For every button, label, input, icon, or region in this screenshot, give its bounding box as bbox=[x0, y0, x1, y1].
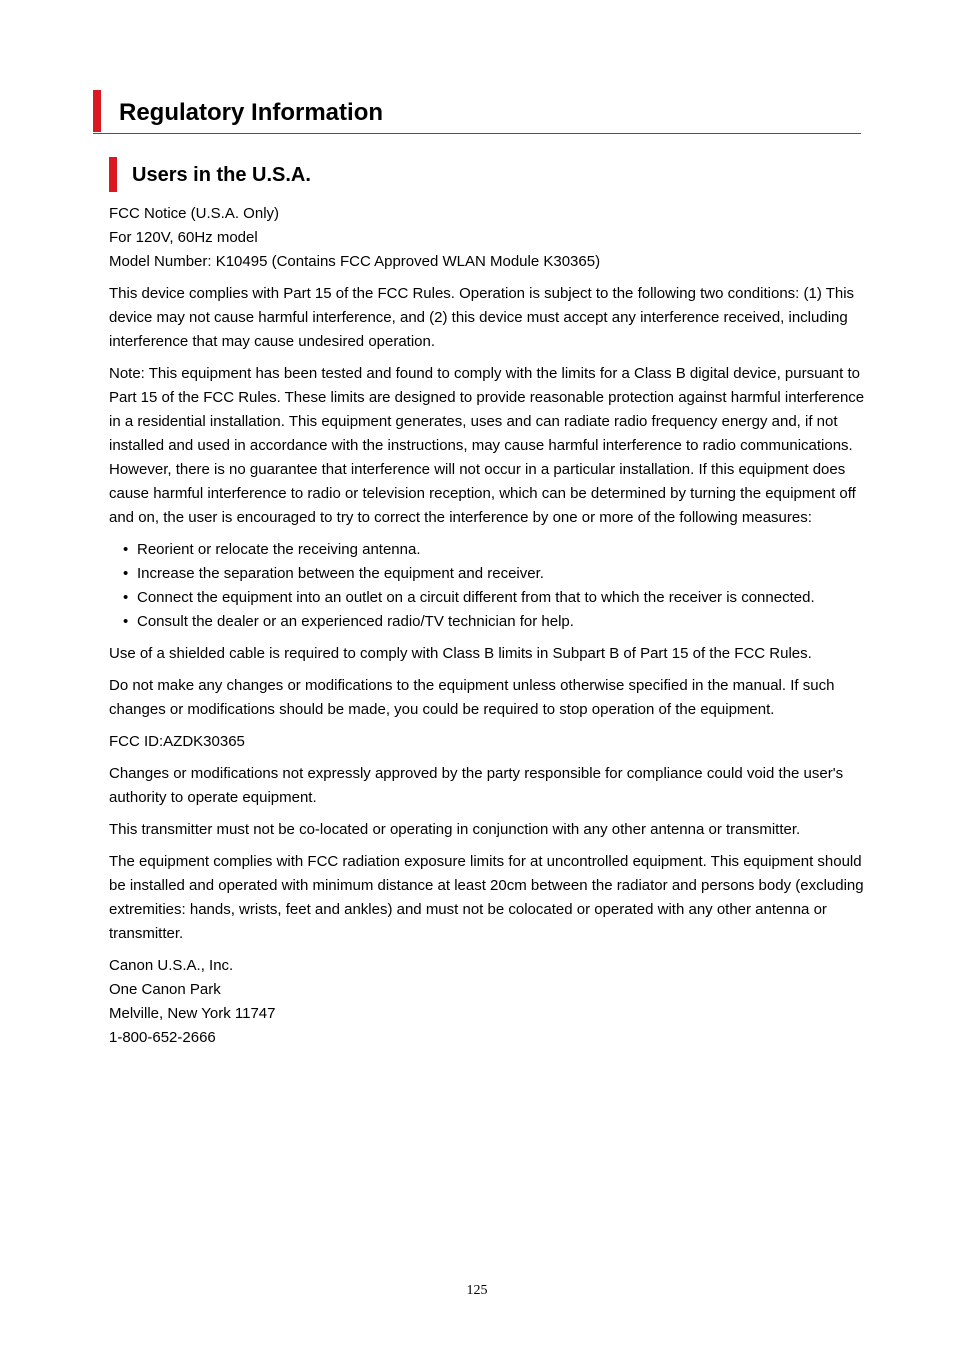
fcc-id: FCC ID:AZDK30365 bbox=[109, 733, 245, 750]
however-paragraph: However, there is no guarantee that interference will not occur in a particular installation. If this equipment does cause harmful interference to radio or television reception, which can be determined by turning the equipment off and on, the user is encouraged to try to correct the interference by one or more of the following measures: bbox=[109, 461, 856, 526]
radiation-paragraph: The equipment complies with FCC radiation exposure limits for at uncontrolled equipment. This equipment should be installed and operated with minimum distance at least 20cm between the radiator and persons body (excluding extremities: hands, wrists, feet and ankles) and must not be colocated or operated with any other antenna or transmitter. bbox=[109, 853, 864, 942]
company-name: Canon U.S.A., Inc. bbox=[109, 957, 234, 974]
model-number-line: Model Number: K10495 (Contains FCC Approved WLAN Module K30365) bbox=[109, 253, 601, 270]
list-item-text: Consult the dealer or an experienced radio/TV technician for help. bbox=[137, 613, 574, 630]
bullet-icon: • bbox=[123, 541, 129, 558]
page-number: 125 bbox=[466, 1283, 488, 1298]
phone-number: 1-800-652-2666 bbox=[109, 1029, 216, 1046]
heading-accent-bar bbox=[93, 90, 101, 132]
document-body bbox=[109, 202, 869, 1058]
section-accent-bar bbox=[109, 157, 117, 192]
page-heading bbox=[93, 90, 861, 134]
note-paragraph: Note: This equipment has been tested and found to comply with the limits for a Class B digital device, pursuant to Part 15 of the FCC Rules. These limits are designed to provide reasonable protection against harmful interference in a residential installation. This equipment generates, uses and can radiate radio frequency energy and, if not installed and used in accordance with the instructions, may cause harmful interference to radio communications. bbox=[109, 365, 865, 454]
measures-list bbox=[109, 538, 869, 634]
fcc-notice-line: FCC Notice (U.S.A. Only) bbox=[109, 205, 280, 222]
street-address: One Canon Park bbox=[109, 981, 221, 998]
transmitter-paragraph: This transmitter must not be co-located or operating in conjunction with any other antenna or transmitter. bbox=[109, 821, 801, 838]
list-item bbox=[123, 538, 869, 562]
bullet-icon: • bbox=[123, 565, 129, 582]
city-state-zip: Melville, New York 11747 bbox=[109, 1005, 276, 1022]
list-item bbox=[123, 586, 869, 610]
page-title: Regulatory Information bbox=[119, 99, 384, 126]
list-item bbox=[123, 610, 869, 634]
bullet-icon: • bbox=[123, 613, 129, 630]
list-item bbox=[123, 562, 869, 586]
list-item-text: Increase the separation between the equipment and receiver. bbox=[137, 565, 544, 582]
compliance-paragraph: This device complies with Part 15 of the FCC Rules. Operation is subject to the following two conditions: (1) This device may not cause harmful interference, and (2) this device must accept any interference received, including interference that may cause undesired operation. bbox=[109, 285, 855, 350]
fcc-header-block bbox=[109, 202, 869, 274]
section-title: Users in the U.S.A. bbox=[132, 164, 311, 186]
void-authority-paragraph: Changes or modifications not expressly approved by the party responsible for compliance could void the user's authority to operate equipment. bbox=[109, 765, 844, 806]
bullet-icon: • bbox=[123, 589, 129, 606]
no-changes-paragraph: Do not make any changes or modifications to the equipment unless otherwise specified in the manual. If such changes or modifications should be made, you could be required to stop operation of the equipment. bbox=[109, 677, 835, 718]
voltage-model-line: For 120V, 60Hz model bbox=[109, 229, 258, 246]
section-heading bbox=[109, 157, 709, 192]
list-item-text: Connect the equipment into an outlet on a circuit different from that to which the receiver is connected. bbox=[137, 589, 815, 606]
shielded-cable-paragraph: Use of a shielded cable is required to comply with Class B limits in Subpart B of Part 15 of the FCC Rules. bbox=[109, 645, 812, 662]
address-block bbox=[109, 954, 869, 1050]
list-item-text: Reorient or relocate the receiving antenna. bbox=[137, 541, 421, 558]
